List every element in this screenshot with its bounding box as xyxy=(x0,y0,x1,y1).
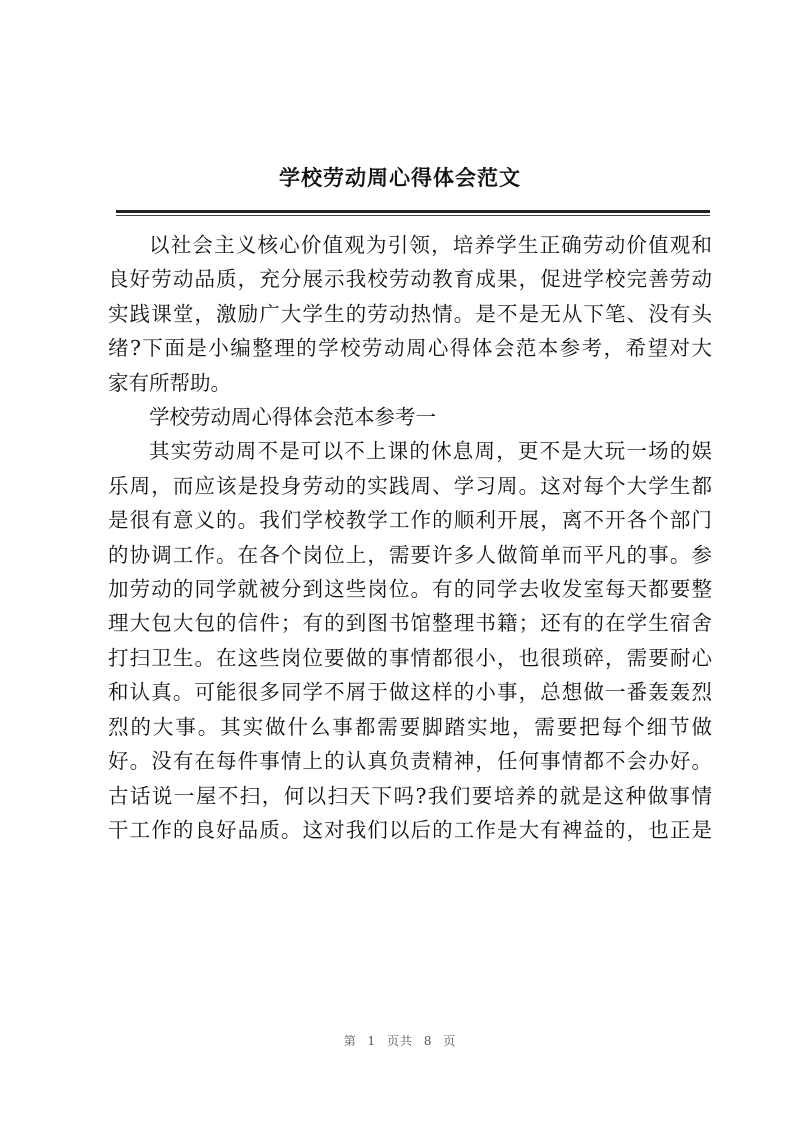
text-line: 良好劳动品质，充分展示我校劳动教育成果，促进学校完善劳动 xyxy=(108,267,712,292)
text-line: 古话说一屋不扫，何以扫天下吗?我们要培养的就是这种做事情 xyxy=(108,783,712,808)
text-line: 理大包大包的信件；有的到图书馆整理书籍；还有的在学生宿舍 xyxy=(108,611,712,636)
text-line: 和认真。可能很多同学不屑于做这样的小事，总想做一番轰轰烈 xyxy=(108,680,712,705)
text-line: 实践课堂，激励广大学生的劳动热情。是不是无从下笔、没有头 xyxy=(108,301,712,326)
text-line: 乐周，而应该是投身劳动的实践周、学习周。这对每个大学生都 xyxy=(108,473,712,498)
text-line: 以社会主义核心价值观为引领，培养学生正确劳动价值观和 xyxy=(149,233,712,257)
title-divider-thick xyxy=(116,210,710,213)
section-heading-paragraph xyxy=(108,400,712,434)
text-line: 干工作的良好品质。这对我们以后的工作是大有裨益的，也正是 xyxy=(108,817,712,842)
text-line: 其实劳动周不是可以不上课的休息周，更不是大玩一场的娱 xyxy=(149,439,712,464)
intro-paragraph xyxy=(108,228,712,400)
text-line: 家有所帮助。 xyxy=(108,370,231,395)
text-line: 的协调工作。在各个岗位上，需要许多人做简单而平凡的事。参 xyxy=(108,542,712,567)
body-paragraph xyxy=(108,434,712,847)
text-line: 是很有意义的。我们学校教学工作的顺利开展，离不开各个部门 xyxy=(108,508,712,533)
text-line: 好。没有在每件事情上的认真负责精神，任何事情都不会办好。 xyxy=(108,749,712,774)
document-title: 学校劳动周心得体会范文 xyxy=(279,165,521,190)
text-line: 烈的大事。其实做什么事都需要脚踏实地，需要把每个细节做 xyxy=(108,714,712,739)
text-line: 加劳动的同学就被分到这些岗位。有的同学去收发室每天都要整 xyxy=(108,577,712,602)
text-line: 绪?下面是小编整理的学校劳动周心得体会范本参考，希望对大 xyxy=(108,336,712,361)
document-body xyxy=(108,228,712,847)
title-divider-thin xyxy=(116,215,710,216)
page-number-footer: 第 1 页共 8 页 xyxy=(343,1034,457,1048)
text-line: 打扫卫生。在这些岗位要做的事情都很小，也很琐碎，需要耐心 xyxy=(108,645,712,670)
section-heading: 学校劳动周心得体会范本参考一 xyxy=(149,405,436,430)
